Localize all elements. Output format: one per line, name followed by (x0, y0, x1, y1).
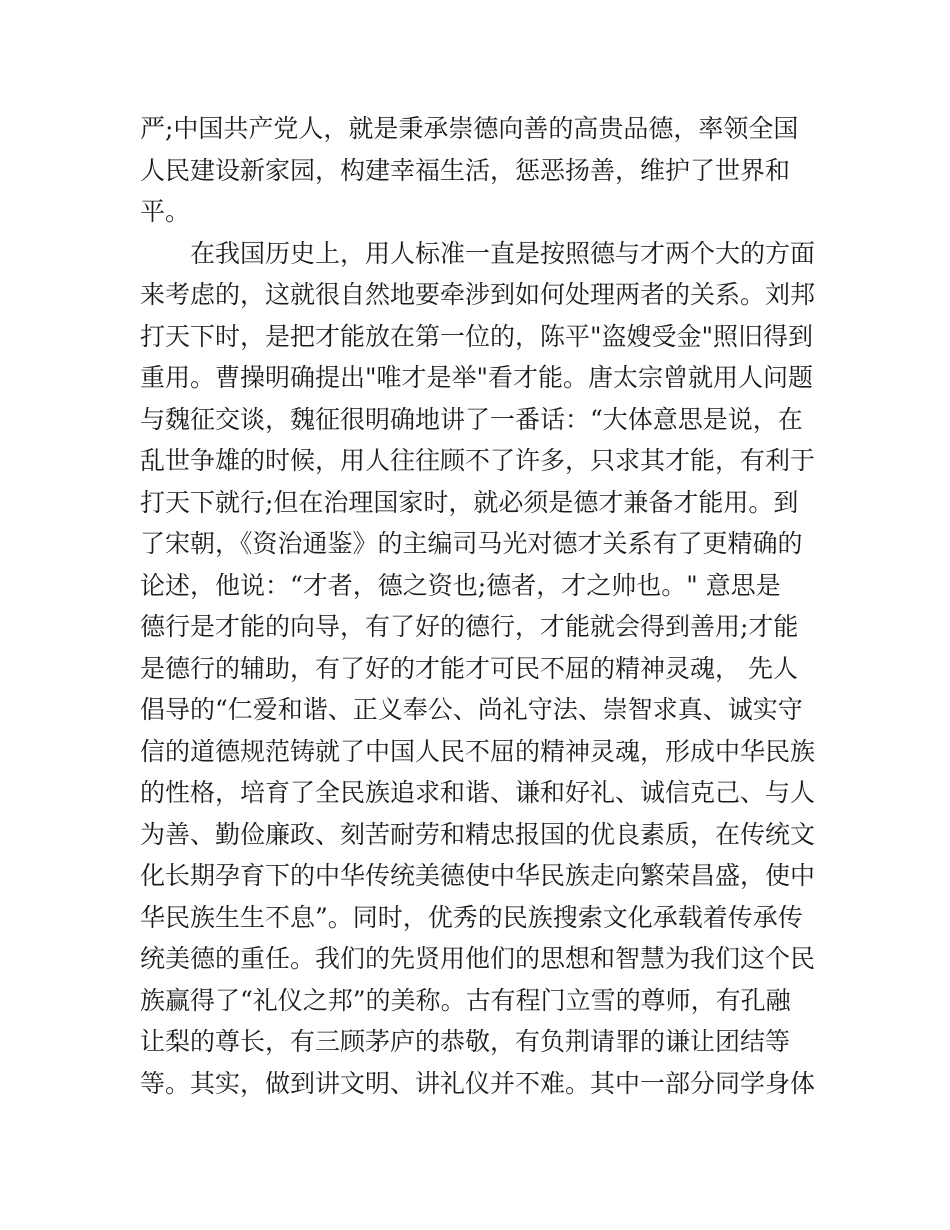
text-line: 人民建设新家园，构建幸福生活，惩恶扬善，维护了世界和 (140, 155, 791, 185)
text-line: 了宋朝，《资治通鉴》的主编司马光对德才关系有了更精确的 (140, 529, 803, 558)
text-line: 等。其实，做到讲文明、讲礼仪并不难。其中一部分同学身体 (140, 1068, 816, 1098)
text-line: 重用。曹操明确提出"唯才是举"看才能。唐太宗曾就用人问题 (140, 363, 814, 392)
text-line: 让梨的尊长，有三顾茅庐的恭敬，有负荆请罪的谦让团结等 (140, 1027, 791, 1056)
text-line: 打天下时，是把才能放在第一位的，陈平"盗嫂受金"照旧得到 (140, 321, 814, 351)
text-line: 平。 (140, 197, 191, 226)
text-line: 在我国历史上，用人标准一直是按照德与才两个大的方面 (140, 238, 816, 268)
text-line: 倡导的“仁爱和谐、正义奉公、尚礼守法、崇智求真、诚实守 (140, 695, 803, 724)
body-text (140, 108, 820, 1104)
text-line: 的性格，培育了全民族追求和谐、谦和好礼、诚信克己、与人 (140, 778, 816, 807)
text-line: 为善、勤俭廉政、刻苦耐劳和精忠报国的优良素质，在传统文 (140, 819, 816, 849)
text-line: 信的道德规范铸就了中国人民不屈的精神灵魂，形成中华民族 (140, 736, 816, 766)
text-line: 严;中国共产党人，就是秉承崇德向善的高贵品德，率领全国 (140, 114, 799, 143)
text-line: 与魏征交谈，魏征很明确地讲了一番话：“大体意思是说，在 (140, 404, 803, 434)
text-line: 是德行的辅助，有了好的才能才可民不屈的精神灵魂， 先人 (140, 653, 798, 683)
text-line: 化长期孕育下的中华传统美德使中华民族走向繁荣昌盛，使中 (140, 861, 816, 890)
text-line: 华民族生生不息”。同时，优秀的民族搜索文化承载着传承传 (140, 902, 803, 932)
text-line: 乱世争雄的时候，用人往往顾不了许多，只求其才能，有利于 (140, 446, 816, 475)
text-line: 来考虑的，这就很自然地要牵涉到如何处理两者的关系。刘邦 (140, 280, 816, 309)
text-line: 打天下就行;但在治理国家时，就必须是德才兼备才能用。到 (140, 487, 799, 517)
text-line: 族赢得了“礼仪之邦”的美称。古有程门立雪的尊师，有孔融 (140, 985, 791, 1015)
text-line: 德行是才能的向导，有了好的德行，才能就会得到善用;才能 (140, 612, 799, 641)
text-line: 统美德的重任。我们的先贤用他们的思想和智慧为我们这个民 (140, 944, 816, 973)
text-line: 论述，他说：“才者，德之资也;德者，才之帅也。" 意思是 (140, 570, 781, 600)
